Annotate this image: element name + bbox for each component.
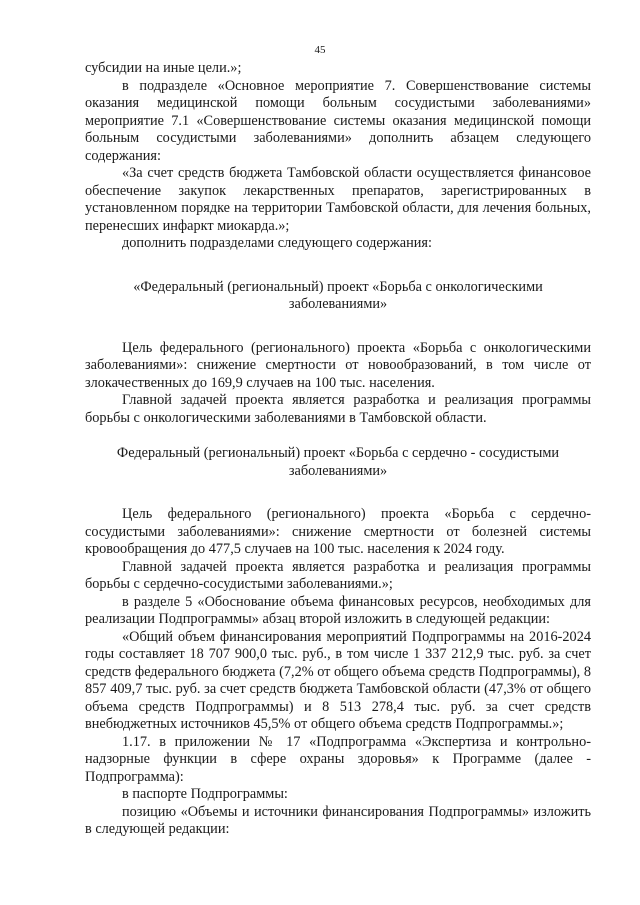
paragraph: Цель федерального (регионального) проекта «Борьба с сердечно-сосудистыми заболеваниями»: снижение смертности от болезней системы кровообращения до 477,5 случаев на 100 тыс. населения к 2024 году. bbox=[85, 506, 591, 557]
paragraph: Главной задачей проекта является разработка и реализация программы борьбы с сердечно-сосудистыми заболеваниями.»; bbox=[85, 558, 591, 592]
paragraph: «За счет средств бюджета Тамбовской области осуществляется финансовое обеспечение закупок лекарственных препаратов, зарегистрированных в установленном порядке на территории Тамбовской области, для лечения больных, перенесших инфаркт миокарда.»; bbox=[85, 165, 591, 234]
paragraph: в подразделе «Основное мероприятие 7. Совершенствование системы оказания медицинской помощи больным сосудистыми заболеваниями» мероприятие 7.1 «Совершенствование системы оказания медицинской помощи больным сосудистыми заболеваниями» дополнить абзацем следующего содержания: bbox=[85, 77, 591, 164]
section-heading: «Федеральный (региональный) проект «Борьба с онкологическими заболеваниями» bbox=[133, 278, 543, 312]
paragraph: «Общий объем финансирования мероприятий Подпрограммы на 2016-2024 годы составляет 18 707 900,0 тыс. руб., в том числе 1 337 212,9 тыс. руб. за счет средств федерального бюджета (7,2% от общего объема средств Подпрограммы), 8 857 409,7 тыс. руб. за счет средств бюджета Тамбовской области (47,3% от общего объема средств Подпрограммы) и 8 513 278,4 тыс. руб. за счет средств внебюджетных источников 45,5% от общего объема средств Подпрограммы.»; bbox=[85, 628, 591, 732]
section-heading: Федеральный (региональный) проект «Борьба с сердечно - сосудистыми заболеваниями» bbox=[116, 445, 560, 479]
paragraph: позицию «Объемы и источники финансирования Подпрограммы» изложить в следующей редакции: bbox=[85, 803, 591, 837]
document-body bbox=[85, 60, 591, 839]
paragraph: в разделе 5 «Обоснование объема финансовых ресурсов, необходимых для реализации Подпрограммы» абзац второй изложить в следующей редакции: bbox=[85, 593, 591, 627]
paragraph: Цель федерального (регионального) проекта «Борьба с онкологическими заболеваниями»: снижение смертности от новообразований, в том числе от злокачественных до 169,9 случаев на 100 тыс. населения. bbox=[85, 339, 591, 391]
paragraph: 1.17. в приложении № 17 «Подпрограмма «Экспертиза и контрольно-надзорные функции в сфере охраны здоровья» к Программе (далее - Подпрограмма): bbox=[85, 733, 591, 785]
paragraph: субсидии на иные цели.»; bbox=[85, 60, 242, 76]
paragraph: дополнить подразделами следующего содержания: bbox=[122, 235, 432, 251]
page-number: 45 bbox=[314, 44, 326, 56]
paragraph: Главной задачей проекта является разработка и реализация программы борьбы с онкологическими заболеваниями в Тамбовской области. bbox=[85, 392, 591, 426]
paragraph: в паспорте Подпрограммы: bbox=[122, 786, 288, 802]
